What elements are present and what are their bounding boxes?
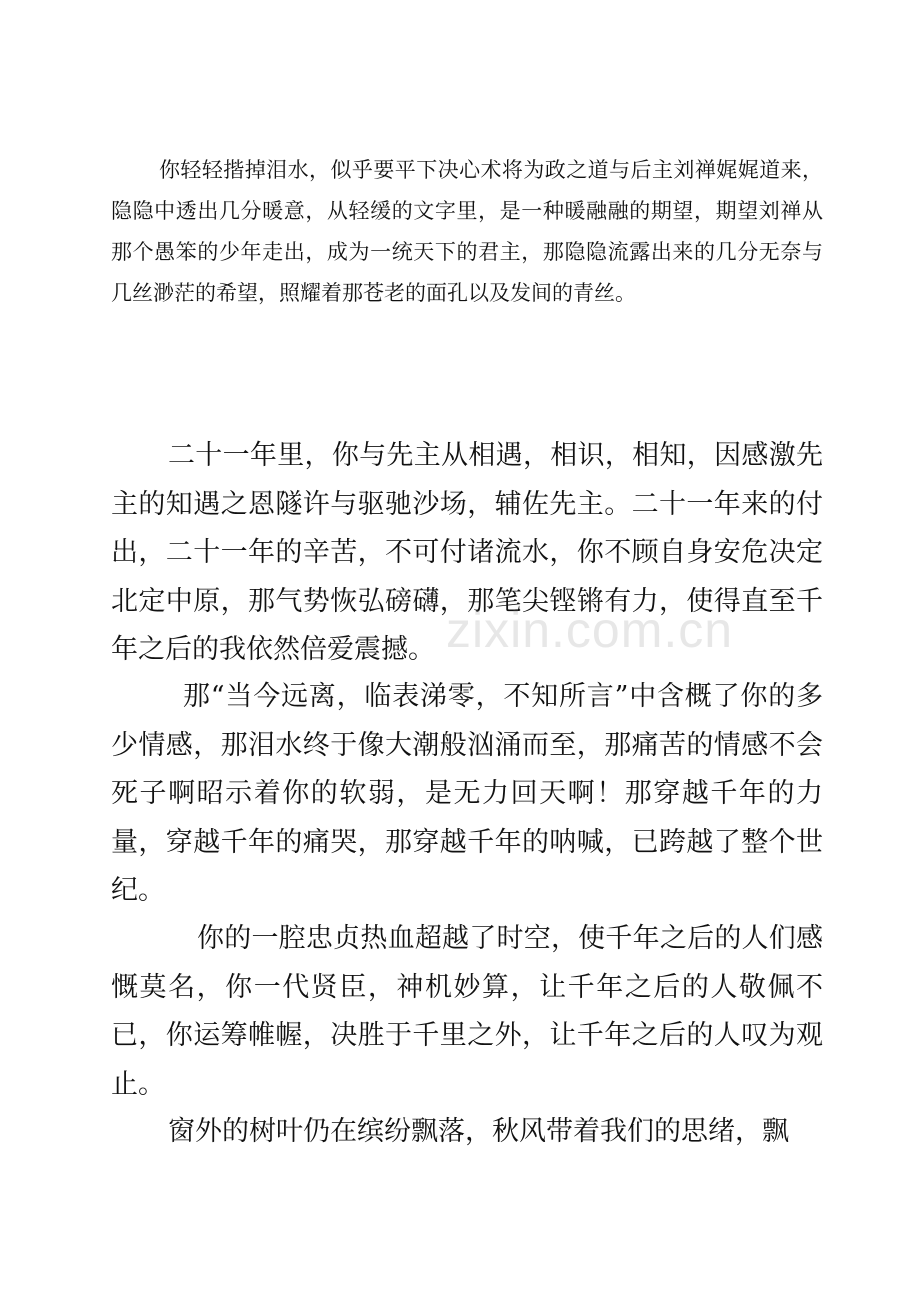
paragraph-3: 那“当今远离，临表涕零，不知所言”中含概了你的多少情感，那泪水终于像大潮般汹涌而至，那痛苦的情感不会死子啊昭示着你的软弱，是无力回天啊！那穿越千年的力量，穿越千年的痛哭，那穿越千年的呐喊，已跨越了整个世纪。 — [111, 681, 823, 907]
paragraph-2: 二十一年里，你与先主从相遇，相识，相知，因感激先主的知遇之恩隧许与驱驰沙场，辅佐先主。二十一年来的付出，二十一年的辛苦，不可付诸流水，你不顾自身安危决定北定中原，那气势恢弘磅礴，那笔尖铿锵有力，使得直至千年之后的我依然倍爱震撼。 — [111, 440, 823, 666]
paragraph-1: 你轻轻揩掉泪水，似乎要平下决心术将为政之道与后主刘禅娓娓道来，隐隐中透出几分暖意，从轻缓的文字里，是一种暖融融的期望，期望刘禅从那个愚笨的少年走出，成为一统天下的君主，那隐隐流露出来的几分无奈与几丝渺茫的希望，照耀着那苍老的面孔以及发间的青丝。 — [111, 158, 823, 305]
paragraph-5: 窗外的树叶仍在缤纷飘落，秋风带着我们的思绪，飘 — [168, 1116, 789, 1147]
watermark: zixin.com.cn — [446, 602, 734, 658]
paragraph-4: 你的一腔忠贞热血超越了时空，使千年之后的人们感慨莫名，你一代贤臣，神机妙算，让千年之后的人敬佩不已，你运筹帷幄，决胜于千里之外，让千年之后的人叹为观止。 — [111, 923, 823, 1100]
